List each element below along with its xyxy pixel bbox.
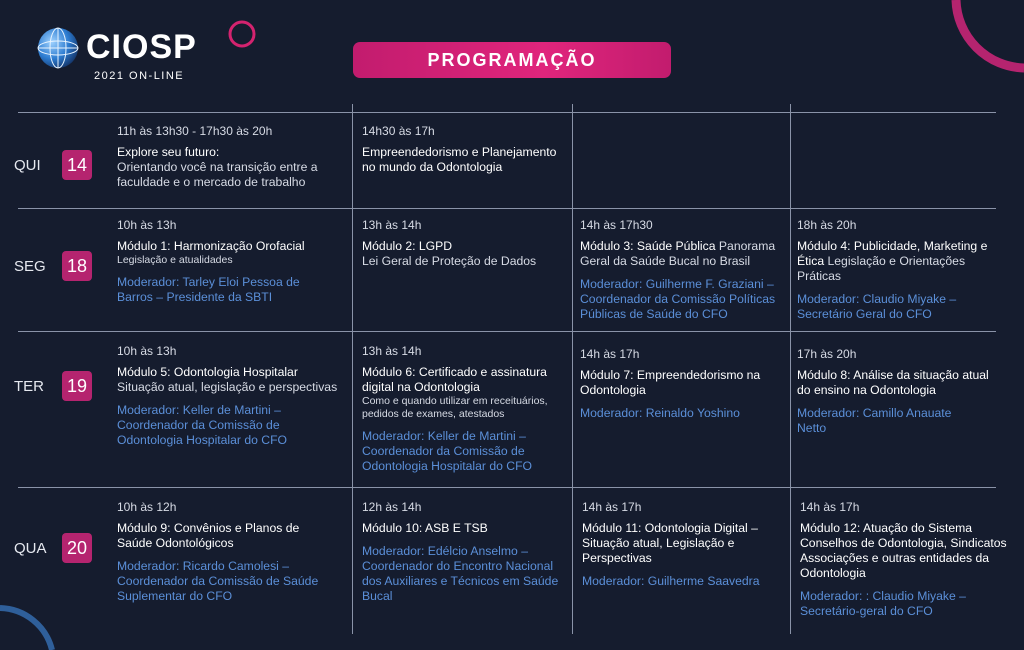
grid-line	[790, 104, 791, 634]
session-title: Módulo 10: ASB E TSB	[362, 521, 488, 535]
session-time: 14h às 17h	[580, 347, 640, 361]
grid-line	[572, 104, 573, 634]
day-number-badge: 19	[62, 371, 92, 401]
day-number-badge: 18	[62, 251, 92, 281]
session-cell	[797, 218, 991, 322]
session-subtitle: Situação atual, legislação e perspectivas	[117, 380, 338, 394]
session-cell	[582, 500, 767, 589]
session-moderator: Moderador: Keller de Martini – Coordenador da Comissão de Odontologia Hospitalar do CFO	[117, 403, 288, 447]
day-number-badge: 20	[62, 533, 92, 563]
session-time: 13h às 14h	[362, 344, 422, 358]
session-cell	[362, 124, 562, 175]
session-cell	[580, 218, 786, 322]
session-time: 17h às 20h	[797, 347, 857, 361]
day-label-qui	[14, 150, 110, 180]
session-cell	[117, 218, 347, 305]
session-title: Módulo 12: Atuação do Sistema Conselhos de Odontologia, Sindicatos Associações e outras entidades da Odontologia	[800, 521, 1007, 580]
session-title: Módulo 4: Publicidade, Marketing e Ética	[797, 239, 988, 268]
session-cell	[362, 344, 567, 474]
day-name: QUA	[14, 539, 47, 557]
session-cell	[800, 500, 1020, 619]
session-moderator: Moderador: Claudio Miyake – Secretário Geral do CFO	[797, 292, 957, 321]
session-moderator: Moderador: Reinaldo Yoshino	[580, 406, 740, 420]
day-name: SEG	[14, 257, 46, 275]
grid-line	[18, 112, 996, 113]
session-title: Módulo 6: Certificado e assinatura digital na Odontologia	[362, 365, 547, 394]
session-cell	[117, 344, 349, 448]
session-title: Empreendedorismo e Planejamento no mundo da Odontologia	[362, 145, 557, 174]
session-subtitle: Panorama Geral da Saúde Bucal no Brasil	[580, 239, 776, 268]
session-time: 10h às 13h	[117, 218, 177, 232]
session-subtitle: Legislação e Orientações Práticas	[797, 254, 966, 283]
session-time: 10h às 13h	[117, 344, 177, 358]
session-cell	[362, 218, 562, 269]
grid-line	[18, 331, 996, 332]
session-moderator: Moderador: Guilherme Saavedra	[582, 574, 760, 588]
session-time: 13h às 14h	[362, 218, 422, 232]
session-time: 12h às 14h	[362, 500, 422, 514]
session-moderator: Moderador: Ricardo Camolesi – Coordenador da Comissão de Saúde Suplementar do CFO	[117, 559, 319, 603]
day-name: QUI	[14, 156, 41, 174]
session-cell	[117, 500, 339, 604]
day-label-qua	[14, 533, 110, 563]
programacao-banner: PROGRAMAÇÃO	[353, 42, 671, 78]
session-time: 14h às 17h30	[580, 218, 653, 232]
session-moderator: Moderador: Guilherme F. Graziani – Coordenador da Comissão Políticas Públicas de Saúde do CFO	[580, 277, 776, 321]
session-cell	[117, 124, 347, 190]
grid-line	[18, 208, 996, 209]
session-moderator: Moderador: Keller de Martini – Coordenador da Comissão de Odontologia Hospitalar do CFO	[362, 429, 533, 473]
session-subtitle: Orientando você na transição entre a faculdade e o mercado de trabalho	[117, 160, 318, 189]
session-title: Módulo 3: Saúde Pública	[580, 239, 716, 253]
day-name: TER	[14, 377, 44, 395]
session-time: 14h às 17h	[582, 500, 642, 514]
session-time: 14h30 às 17h	[362, 124, 435, 138]
day-label-seg	[14, 251, 110, 281]
day-label-ter	[14, 371, 110, 401]
session-time: 10h às 12h	[117, 500, 177, 514]
session-title: Módulo 8: Análise da situação atual do ensino na Odontologia	[797, 368, 989, 397]
session-detail: Legislação e atualidades	[117, 254, 233, 266]
session-cell	[580, 347, 765, 421]
session-detail: Como e quando utilizar em receituários, pedidos de exames, atestados	[362, 395, 548, 420]
session-title: Módulo 5: Odontologia Hospitalar	[117, 365, 298, 379]
session-moderator: Moderador: Camillo Anauate Netto	[797, 406, 952, 435]
session-title: Explore seu futuro:	[117, 145, 220, 159]
session-subtitle: Lei Geral de Proteção de Dados	[362, 254, 537, 268]
session-title: Módulo 9: Convênios e Planos de Saúde Odontológicos	[117, 521, 300, 550]
session-title: Módulo 2: LGPD	[362, 239, 453, 253]
session-title: Módulo 11: Odontologia Digital – Situação atual, Legislação e Perspectivas	[582, 521, 758, 565]
session-cell	[797, 347, 1002, 436]
day-number-badge: 14	[62, 150, 92, 180]
session-time: 11h às 13h30 - 17h30 às 20h	[117, 124, 273, 138]
logo-text: CIOSP	[86, 28, 197, 66]
session-moderator: Moderador: Tarley Eloi Pessoa de Barros – Presidente da SBTI	[117, 275, 300, 304]
session-moderator: Moderador: Edélcio Anselmo – Coordenador do Encontro Nacional dos Auxiliares e Técnicos em Saúde Bucal	[362, 544, 559, 603]
session-moderator: Moderador: : Claudio Miyake – Secretário-geral do CFO	[800, 589, 966, 618]
session-time: 14h às 17h	[800, 500, 860, 514]
session-title: Módulo 7: Empreendedorismo na Odontologia	[580, 368, 761, 397]
logo-subtitle: 2021 ON-LINE	[94, 70, 185, 82]
grid-line	[352, 104, 353, 634]
session-title: Módulo 1: Harmonização Orofacial	[117, 239, 305, 253]
session-cell	[362, 500, 562, 604]
grid-line	[18, 487, 996, 488]
session-time: 18h às 20h	[797, 218, 857, 232]
